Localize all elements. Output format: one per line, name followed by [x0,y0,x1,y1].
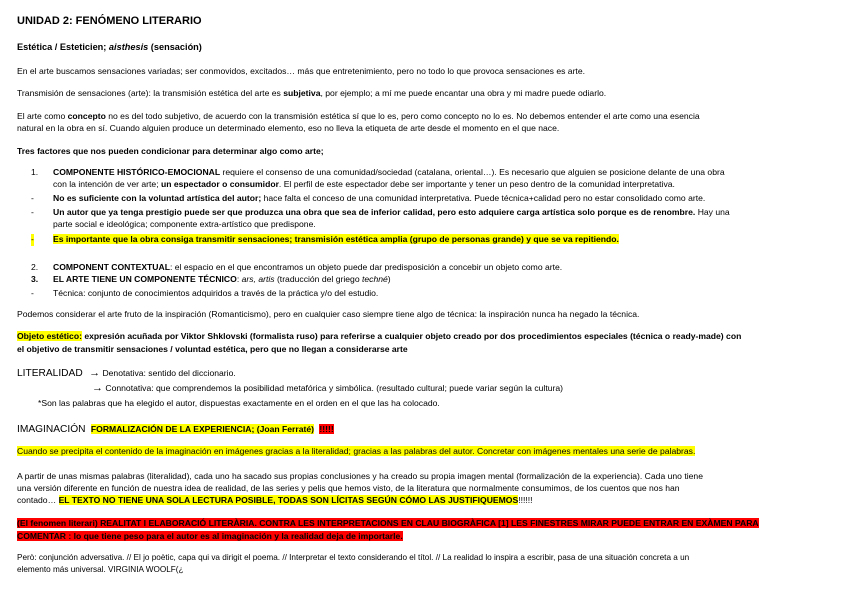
paragraph-inspiracion: Podemos considerar el arte fruto de la inspiración (Romanticismo), pero en cualquier caso siempre tiene algo de técnica: la inspiración nunca ha negado la técnica. [17,309,640,319]
list-number: 2. [31,262,39,272]
list-number: 3. [31,274,39,284]
text-bold: COMPONENT CONTEXTUAL [53,262,170,272]
text-bold: COMPONENTE HISTÓRICO-EMOCIONAL [53,167,221,177]
bullet-item-line2 [17,219,831,231]
highlight-yellow: Es importante que la obra consiga transmitir sensaciones; transmisión estética amplia (grupo de personas grande) y que se va repitiendo. [53,234,619,244]
subtitle-part: Estética / Esteticien; [17,42,109,52]
list-item-1-line2 [17,179,831,191]
subtitle-part: (sensación) [148,42,202,52]
page-title: UNIDAD 2: FENÓMENO LITERARIO [17,15,202,27]
paragraph-partir-line1: A partir de unas mismas palabras (literalidad), cada uno ha sacado sus propias conclusiones y ha creado su propia imagen mental (formalización de la experiencia). Cada uno tiene [17,471,703,481]
arrow-right-icon: → [89,367,101,379]
paragraph-objeto-line2: el objetivo de transmitir sensaciones / voluntad estética, pero que no llegan a considerarse arte [17,344,408,354]
text-span: !!!!!! [518,495,533,505]
text-italic: techné [361,274,388,284]
paragraph-sensaciones: En el arte buscamos sensaciones variadas; ser conmovidos, excitados… más que entretenimiento, pero no todo lo que provoca sensaciones es arte. [17,66,585,76]
paragraph-transmision [17,88,831,100]
highlight-red: (El fenomen literari) REALITAT I ELABORACIÓ LITERÀRIA. CONTRA LES INTERPRETACIONS EN CLAU BIOGRÀFICA [1] LES FINESTRES MIRAR PUEDE ENTRAR EN EXÀMEN PARA [17,518,759,528]
text-bold: subjetiva [283,88,321,98]
literalidad-note: *Son las palabras que ha elegido el autor, dispuestas exactamente en el orden en el que las ha colocado. [38,398,440,408]
paragraph-cuando [17,446,831,458]
list-item-3 [17,274,831,286]
text-span: con la intención de ver arte; [53,179,161,189]
text-span: : [236,274,242,284]
imaginacion-row [17,423,831,437]
literalidad-label: LITERALIDAD [17,368,83,379]
final-line1: Però: conjunción adversativa. // El jo poètic, capa qui va dirigit el poema. // Interpretar el texto considerando el títol. // La realidad lo inspira a escribir, pasa de una situación concreta a un [17,553,690,562]
list-item-1 [17,167,831,179]
highlight-red: COMENTAR : lo que tiene peso para el autor es al imaginación y la realidad deja de importarle. [17,531,403,541]
factors-heading: Tres factores que nos pueden condicionar para determinar algo como arte; [17,146,324,156]
bullet-text: parte social e ideológica; componente extra-artístico que predispone. [53,219,316,229]
final-line2: elemento más universal. VIRGINIA WOOLF(¿ [17,565,184,574]
bullet-text [53,207,831,219]
highlight-yellow: FORMALIZACIÓN DE LA EXPERIENCIA; (Joan Ferraté) [90,424,315,434]
text-span: (traducción del griego [274,274,362,284]
paragraph-concepto-line1 [17,111,831,123]
bullet-text [53,234,831,246]
text-bold: concepto [67,111,106,121]
text-span: ) [387,274,391,284]
arrow-right-icon: → [92,382,103,394]
list-number: 1. [31,167,39,177]
highlight-red: !!!!! [319,424,334,434]
text-bold: un espectador o consumidor [160,179,279,189]
text-bold: Un autor que ya tenga prestigio puede ser que produzca una obra que sea de inferior calidad, pero esto adquiere carga artística solo porque es de renombre. [53,207,696,217]
bullet-dash: - [31,234,34,244]
imaginacion-label: IMAGINACIÓN [17,424,86,435]
connotativa-row [92,381,832,396]
text-span: : el espacio en el que encontramos un objeto puede dar predisposición a concebir un objeto como arte. [169,262,563,272]
connotativa-text: Connotativa: que comprendemos la posibilidad metafórica y simbólica. (resultado cultural; puede variar según la cultura) [103,383,564,393]
text-span: hace falta el conceso de una comunidad interpretativa. Puede técnica+calidad pero no estar consolidado como arte. [261,193,706,203]
list-item-2 [17,262,831,274]
bullet-item [17,288,831,300]
red-block-line2 [17,531,831,543]
list-text [53,179,831,191]
bullet-dash: - [31,193,34,203]
text-span: Hay una [695,207,730,217]
list-text [53,262,831,274]
bullet-item-highlighted [17,234,831,246]
subtitle [17,41,831,54]
text-italic: ars, artis [241,274,275,284]
red-block-line1 [17,518,831,530]
highlight-yellow: EL TEXTO NO TIENE UNA SOLA LECTURA POSIBLE, TODAS SON LÍCITAS SEGÚN CÓMO LAS JUSTIFIQUEMOS [58,495,519,505]
paragraph-concepto-line2: natural en la obra en sí. Cuando alguien produce un determinado elemento, eso no lleva la etiqueta de arte desde el momento en el que nace. [17,123,560,133]
text-span: no es del todo subjetivo, de acuerdo con la transmisión estética sí que lo es, pero como concepto no lo es. No debemos entender el arte como una esencia [105,111,700,121]
paragraph-partir-line2: una versión diferente en función de nuestra idea de realidad, de las series y pelis que hemos visto, de la literatura que normalmente consumimos, de los cuentos que nos han [17,483,680,493]
highlight-yellow: Objeto estético: [17,331,82,341]
text-span: Transmisión de sensaciones (arte): la transmisión estética del arte es [17,88,284,98]
list-text [53,167,831,179]
bullet-dash: - [31,207,34,217]
text-span: El arte como [17,111,68,121]
text-span: requiere el consenso de una comunidad/sociedad (catalana, oriental…). Es necesario que alguien se posicione delante de una obra [220,167,725,177]
text-bold: No es suficiente con la voluntad artística del autor; [53,193,262,203]
text-span: . El perfil de este espectador debe ser importante y tener un peso dentro de la comunidad interpretativa. [278,179,675,189]
subtitle-greek: aisthesis [108,42,149,52]
bullet-item [17,207,831,219]
text-bold: EL ARTE TIENE UN COMPONENTE TÉCNICO [53,274,237,284]
bullet-item [17,193,831,205]
literalidad-row [17,366,831,381]
text-span: contado… [17,495,59,505]
bullet-dash: - [31,288,34,298]
denotativa-text: Denotativa: sentido del diccionario. [100,368,236,378]
text-bold: expresión acuñada por Viktor Shklovski (formalista ruso) para referirse a cualquier objeto creado por dos procedimientos especiales (técnica o ready-made) con [81,331,742,341]
paragraph-partir-line3 [17,495,831,507]
bullet-text [53,193,831,205]
paragraph-objeto-line1 [17,331,831,343]
text-span: , por ejemplo; a mí me puede encantar una obra y mi madre puede odiarlo. [320,88,607,98]
bullet-text: Técnica: conjunto de conocimientos adquiridos a través de la práctica y/o del estudio. [53,288,379,298]
list-text [53,274,831,286]
highlight-yellow: Cuando se precipita el contenido de la imaginación en imágenes gracias a la literalidad; gracias a las palabras del autor. Concretar con imágenes mentales una serie de palabras. [17,446,696,456]
